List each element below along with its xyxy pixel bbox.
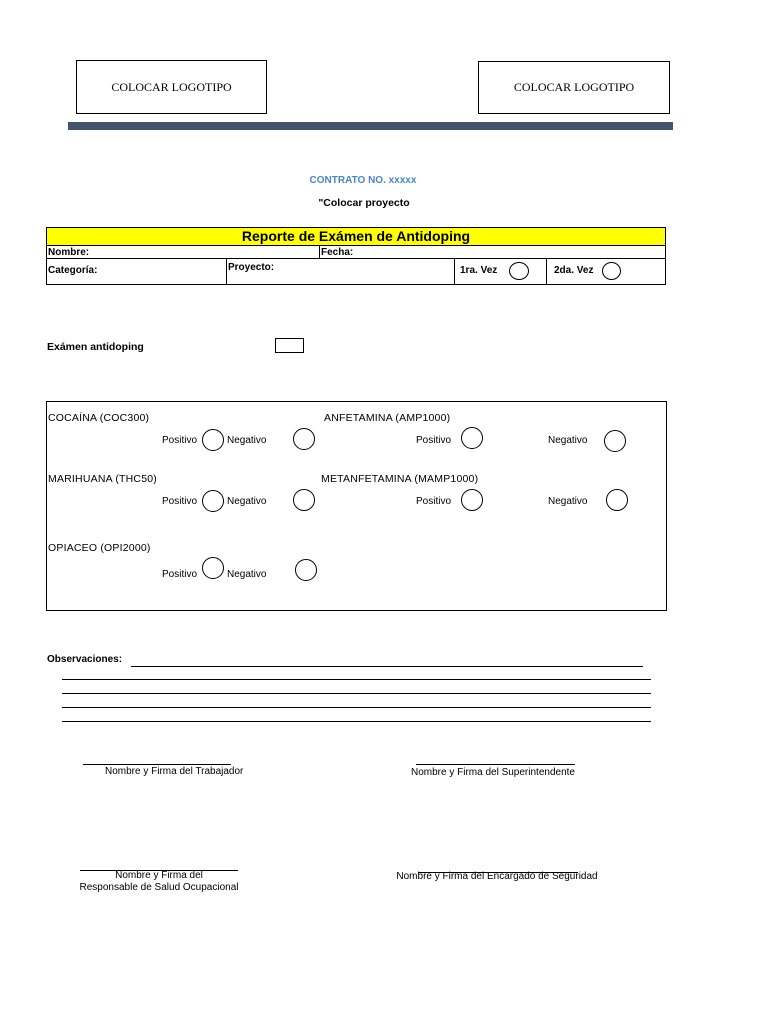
logo-placeholder-left-text: COLOCAR LOGOTIPO: [111, 79, 232, 94]
observaciones-line[interactable]: [62, 721, 651, 722]
metanfetamina-positive-radio[interactable]: [461, 489, 483, 511]
signature-line-superintendente[interactable]: [416, 764, 575, 765]
logo-placeholder-right: [478, 61, 670, 114]
positive-label: Positivo: [416, 496, 452, 507]
negative-label: Negativo: [548, 496, 588, 507]
test-name-opiaceo: OPIACEO (OPI2000): [48, 542, 151, 554]
positive-label: Positivo: [162, 496, 198, 507]
observaciones-line[interactable]: [62, 707, 651, 708]
primera-vez-checkbox[interactable]: [509, 262, 529, 280]
negative-label: Negativo: [227, 496, 267, 507]
marihuana-negative-radio[interactable]: [293, 489, 315, 511]
header-col-divider: [226, 258, 227, 285]
nombre-field[interactable]: Nombre:: [48, 247, 90, 258]
header-divider-bar: [68, 122, 673, 130]
test-name-anfetamina: ANFETAMINA (AMP1000): [324, 412, 451, 424]
signature-label-seguridad: Nombre y Firma del Encargado de Seguridad: [396, 871, 598, 882]
exam-label: Exámen antidoping: [47, 341, 144, 353]
negative-label: Negativo: [227, 435, 267, 446]
test-name-metanfetamina: METANFETAMINA (MAMP1000): [321, 473, 479, 485]
observaciones-label: Observaciones:: [47, 654, 123, 665]
signature-line-trabajador[interactable]: [83, 764, 231, 765]
signature-label-salud-1: Nombre y Firma del: [115, 870, 203, 881]
positive-label: Positivo: [162, 569, 198, 580]
segunda-vez-label: 2da. Vez: [554, 265, 594, 276]
cocaina-negative-radio[interactable]: [293, 428, 315, 450]
logo-placeholder-left: [76, 60, 267, 114]
primera-vez-label: 1ra. Vez: [460, 265, 498, 276]
anfetamina-negative-radio[interactable]: [604, 430, 626, 452]
opiaceo-positive-radio[interactable]: [202, 557, 224, 579]
header-col-divider: [546, 258, 547, 285]
exam-input-box[interactable]: [275, 338, 304, 353]
opiaceo-negative-radio[interactable]: [295, 559, 317, 581]
categoria-field[interactable]: Categoría:: [48, 265, 98, 276]
observaciones-line[interactable]: [62, 693, 651, 694]
marihuana-positive-radio[interactable]: [202, 490, 224, 512]
signature-label-salud-2: Responsable de Salud Ocupacional: [79, 882, 239, 893]
test-name-cocaina: COCAÍNA (COC300): [48, 412, 150, 424]
fecha-field[interactable]: Fecha:: [321, 247, 354, 258]
positive-label: Positivo: [416, 435, 452, 446]
contract-number: CONTRATO NO. xxxxx: [309, 175, 417, 186]
metanfetamina-negative-radio[interactable]: [606, 489, 628, 511]
segunda-vez-checkbox[interactable]: [602, 262, 621, 280]
cocaina-positive-radio[interactable]: [202, 429, 224, 451]
proyecto-field[interactable]: Proyecto:: [228, 262, 275, 273]
positive-label: Positivo: [162, 435, 198, 446]
test-name-marihuana: MARIHUANA (THC50): [48, 473, 157, 485]
negative-label: Negativo: [227, 569, 267, 580]
header-row-divider: [46, 258, 666, 259]
report-title-text: Reporte de Exámen de Antidoping: [241, 228, 471, 244]
report-title: [46, 227, 666, 246]
project-placeholder: "Colocar proyecto: [318, 197, 410, 209]
negative-label: Negativo: [548, 435, 588, 446]
logo-placeholder-right-text: COLOCAR LOGOTIPO: [513, 80, 635, 94]
observaciones-line[interactable]: [62, 679, 651, 680]
header-col-divider: [319, 246, 320, 258]
anfetamina-positive-radio[interactable]: [461, 427, 483, 449]
signature-label-trabajador: Nombre y Firma del Trabajador: [105, 766, 244, 777]
signature-label-superintendente: Nombre y Firma del Superintendente: [411, 767, 575, 778]
header-col-divider: [454, 258, 455, 285]
observaciones-line[interactable]: [131, 666, 643, 667]
